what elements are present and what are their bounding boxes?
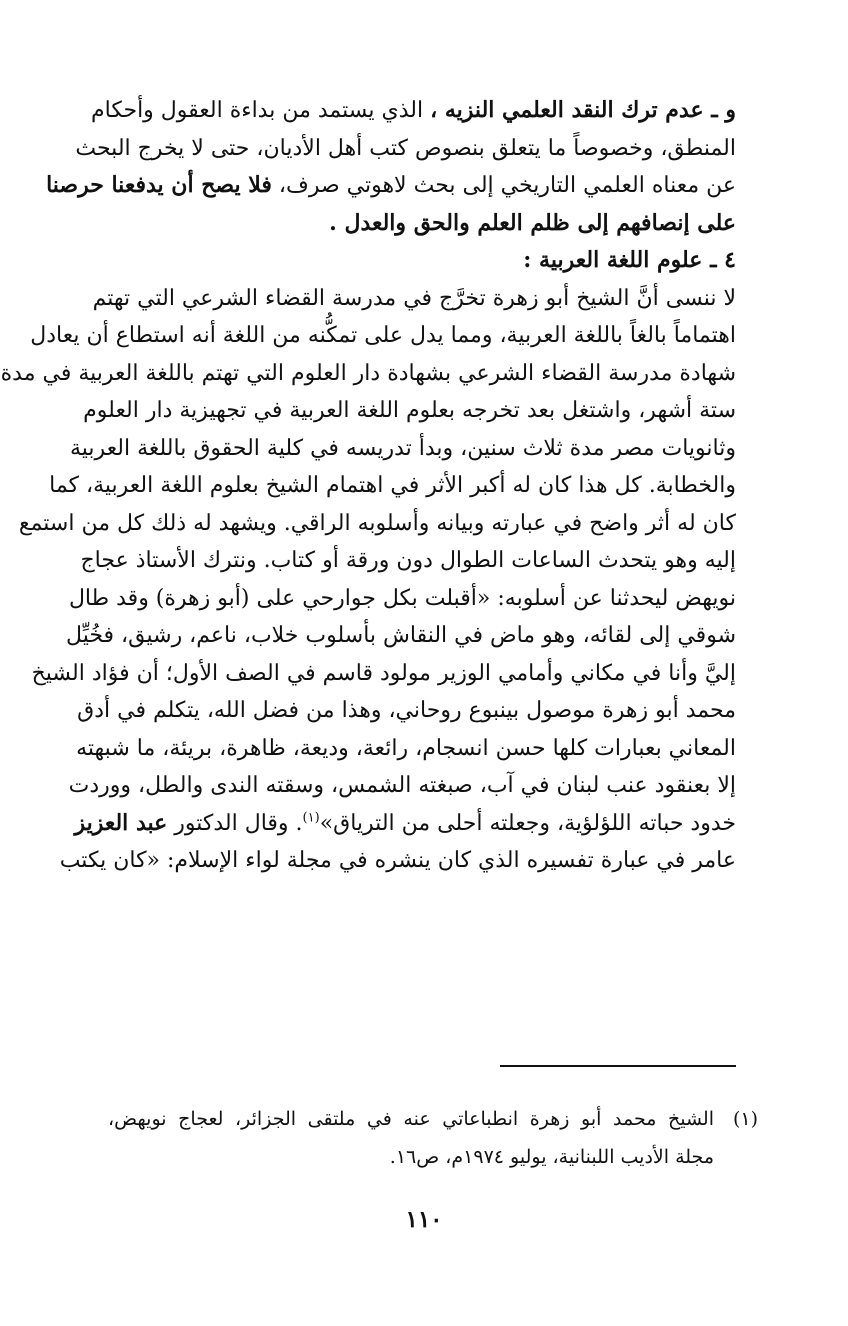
footnote (108, 1100, 758, 1176)
paragraph-line: إليَّ وأنا في مكاني وأمامي الوزير مولود قاسم في الصف الأول؛ أن فؤاد الشيخ (31, 660, 736, 686)
text-line (75, 130, 736, 168)
text-line (46, 167, 736, 205)
paragraph-line (74, 805, 736, 843)
text-run: المنطق، وخصوصاً ما يتعلق بنصوص كتب أهل الأديان، حتى لا يخرج البحث (75, 135, 736, 161)
footnote-reference[interactable]: (١) (302, 810, 320, 826)
bold-name: عبد العزيز (74, 809, 168, 836)
text-run: عن معناه العلمي التاريخي إلى بحث لاهوتي صرف، (271, 173, 736, 198)
bold-clause: فلا يصح أن يدفعنا حرصنا (46, 172, 272, 198)
paragraph-line: شوقي إلى لقائه، وهو ماض في النقاش بأسلوب خلاب، ناعم، رشيق، فخُيِّل (66, 623, 736, 648)
body-text (0, 92, 736, 880)
paragraph-line: لا ننسى أنَّ الشيخ أبو زهرة تخرَّج في مدرسة القضاء الشرعي التي تهتم (92, 285, 736, 311)
footnote-text: الشيخ محمد أبو زهرة انطباعاتي عنه في ملتقى الجزائر، لعجاج نويهض، (108, 1108, 715, 1130)
paragraph-line: ستة أشهر، واشتغل بعد تخرجه بعلوم اللغة العربية في تجهيزية دار العلوم (83, 398, 736, 423)
paragraph-line: كان له أثر واضح في عبارته وبيانه وأسلوبه الراقي. ويشهد له ذلك كل من استمع (18, 510, 736, 536)
page-number: ١١٠ (405, 1206, 443, 1233)
text-run: . وقال الدكتور (167, 810, 303, 836)
bold-clause: و ـ عدم ترك النقد العلمي النزيه ، (430, 97, 736, 123)
paragraph-line: شهادة مدرسة القضاء الشرعي بشهادة دار العلوم التي تهتم باللغة العربية في مدة (0, 360, 736, 386)
section-heading: ٤ ـ علوم اللغة العربية : (523, 247, 736, 273)
paragraph-line: إليه وهو يتحدث الساعات الطوال دون ورقة أو كتاب. ونترك الأستاذ عجاج (80, 548, 736, 573)
footnote-line (108, 1100, 758, 1138)
text-run: الذي يستمد من بداءة العقول وأحكام (91, 98, 431, 123)
text-line (108, 205, 736, 243)
bold-clause: على إنصافهم إلى ظلم العلم والحق والعدل . (329, 209, 736, 236)
text-line (91, 92, 736, 130)
quote-end-text: خدود حباته اللؤلؤية، وجعلته أحلى من الترياق» (319, 810, 736, 836)
paragraph-line: إلا بعنقود عنب لبنان في آب، صبغته الشمس، وسقته الندى والطل، ووردت (68, 773, 736, 798)
paragraph-line: عامر في عبارة تفسيره الذي كان ينشره في مجلة لواء الإسلام: «كان يكتب (59, 848, 736, 873)
paragraph-line: اهتماماً بالغاً باللغة العربية، ومما يدل على تمكُّنه من اللغة أنه استطاع أن يعادل (30, 323, 736, 348)
paragraph-line: نويهض ليحدثنا عن أسلوبه: «أقبلت بكل جوارحي على (أبو زهرة) وقد طال (68, 585, 736, 611)
paragraph-line: المعاني بعبارات كلها حسن انسجام، رائعة، وديعة، ظاهرة، بريئة، ما شبهته (76, 735, 736, 761)
paragraph-line: وثانويات مصر مدة ثلاث سنين، وبدأ تدريسه في كلية الحقوق باللغة العربية (70, 435, 736, 461)
footnote-line: مجلة الأديب اللبنانية، يوليو ١٩٧٤م، ص١٦. (389, 1146, 714, 1168)
paragraph-line: والخطابة. كل هذا كان له أكبر الأثر في اهتمام الشيخ بعلوم اللغة العربية، كما (49, 473, 736, 498)
paragraph-line: محمد أبو زهرة موصول بينبوع روحاني، وهذا من فضل الله، يتكلم في أدق (77, 698, 736, 723)
footnote-number: (١) (732, 1108, 759, 1130)
footnote-separator (500, 1065, 736, 1067)
